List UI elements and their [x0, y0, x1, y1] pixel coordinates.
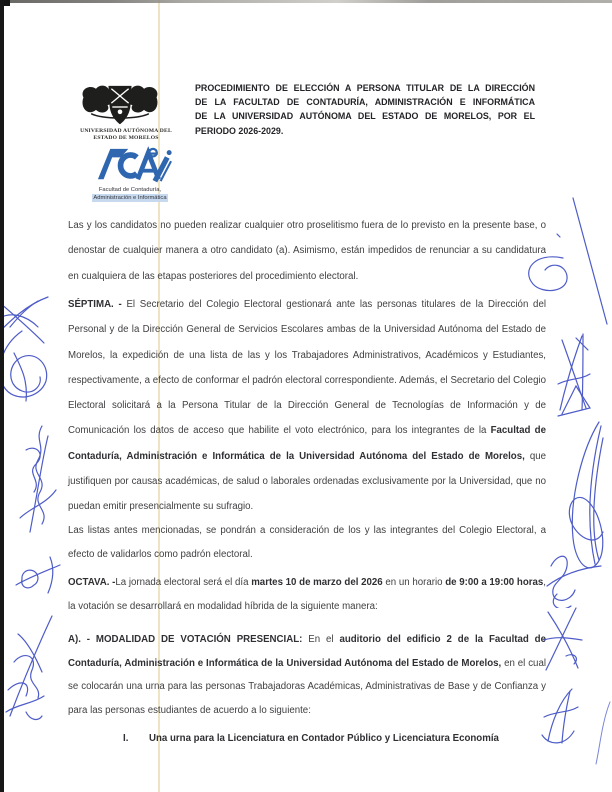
scan-edge-left	[0, 0, 4, 792]
paragraph-octava-clause: OCTAVA. -La jornada electoral será el día martes 10 de marzo del 2026 en un horario de 9:00 a 19:00 horas, la votación se desarrollará en modalidad híbrida de la siguiente manera:	[68, 577, 546, 612]
signature-icon-left-2	[12, 420, 62, 540]
signature-icon-right-5	[536, 683, 582, 751]
signature-icon-left-3	[12, 553, 64, 601]
paragraph-candidate-restrictions: Las y los candidatos no pueden realizar cualquier otro proselitismo fuera de lo previsto en la presente base, o denostar de cualquier manera a otro candidato (a). Asimismo, están impedidos de renunciar a su candidatura en cualquiera de las etapas posteriores del procedimiento electoral.	[68, 220, 546, 282]
list-item-marker: I.	[123, 733, 129, 744]
list-item-text: Una urna para la Licenciatura en Contador Público y Licenciatura Economía	[149, 733, 499, 744]
signature-icon-right-6	[592, 698, 612, 768]
signature-icon-right-1	[517, 192, 612, 332]
signature-icon-right-4	[538, 602, 586, 674]
signature-icon-right-3	[543, 418, 612, 608]
signature-icon-left-1	[0, 293, 52, 408]
uaem-crest-icon	[78, 82, 162, 132]
signature-icon-left-4	[2, 612, 60, 727]
faculty-name: Facultad de Contaduría, Administración e Informática	[93, 187, 167, 201]
paragraph-septima-clause: SÉPTIMA. - El Secretario del Colegio Electoral gestionará ante las personas titulares de la Dirección del Personal y de la Dirección General de Servicios Escolares ambas de la Universidad Autónoma del Estado de Morelos, la expedición de una lista de las y los Trabajadores Administrativos, Académicos y Estudiantes, respectivamente, a efecto de conformar el padrón electoral correspondiente. Además, el Secretario del Colegio Electoral solicitará a la Persona Titular de la Dirección General de Tecnologías de Información y de Comunicación los datos de acceso que habilite el voto electrónico, para los integrantes de la Facultad de Contaduría, Administración e Informática de la Universidad Autónoma del Estado de Morelos, que justifiquen por causas académicas, de salud o laborales ordenadas exclusivamente por la Universidad, que no puedan emitir presencialmente su sufragio.	[68, 299, 546, 513]
fcai-logo-icon	[96, 145, 172, 185]
paragraph-lists-validation: Las listas antes mencionadas, se pondrán a consideración de los y las integrantes del Colegio Electoral, a efecto de validarlos como padrón electoral.	[68, 525, 546, 560]
signature-icon-right-2	[552, 328, 594, 423]
paragraph-modalidad-presencial: A). - MODALIDAD DE VOTACIÓN PRESENCIAL: En el auditorio del edificio 2 de la Facultad de Contaduría, Administración e Informática de la Universidad Autónoma del Estado de Morelos, en el cual se colocarán una urna para las personas Trabajadoras Académicas, Administrativas de Base y de Confianza y para las personas estudiantes de acuerdo a lo siguiente:	[68, 634, 546, 716]
scan-edge-top	[0, 0, 612, 3]
university-name: UNIVERSIDAD AUTÓNOMA DEL ESTADO DE MORELOS	[80, 128, 172, 141]
document-title: PROCEDIMIENTO DE ELECCIÓN A PERSONA TITULAR DE LA DIRECCIÓN DE LA FACULTAD DE CONTADURÍA, ADMINISTRACIÓN E INFORMÁTICA DE LA UNIVERSIDAD AUTÓNOMA DEL ESTADO DE MORELOS, POR EL PERIODO 2026-2029.	[195, 83, 535, 136]
list-item-urna-1	[123, 733, 543, 744]
